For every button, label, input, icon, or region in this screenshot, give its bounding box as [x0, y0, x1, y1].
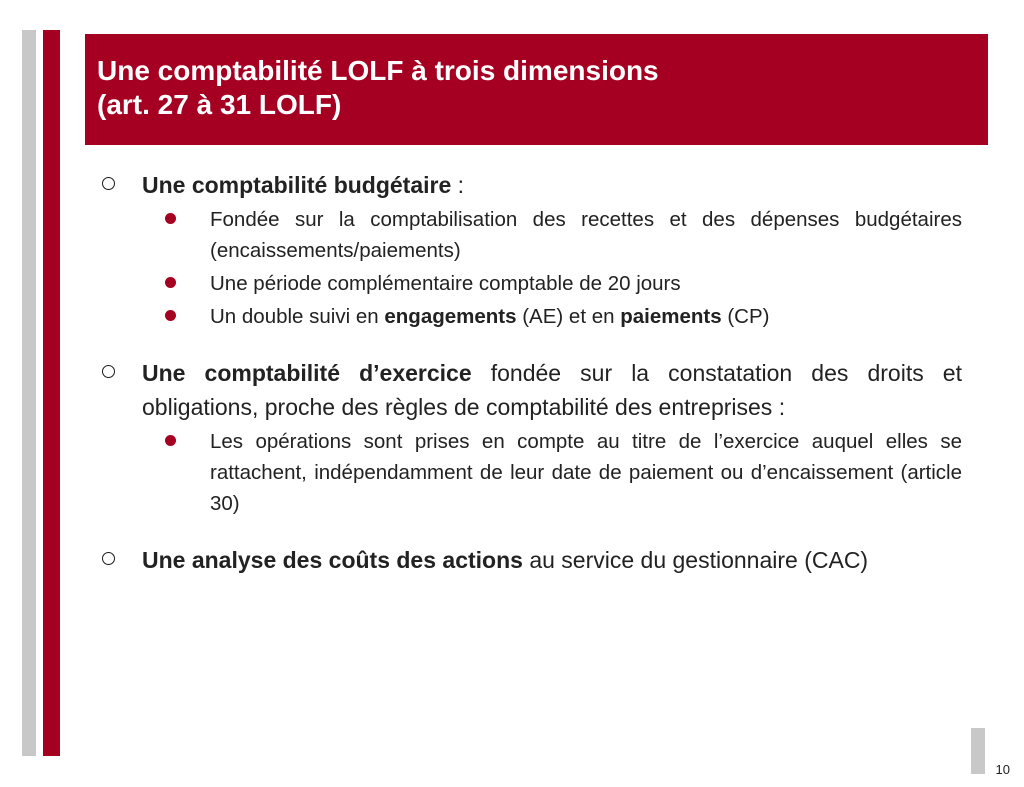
list-item — [96, 204, 962, 266]
section-text: au service du gestionnaire (CAC) — [522, 547, 869, 573]
left-grey-bar — [22, 30, 36, 756]
list-item-text: (CP) — [721, 305, 770, 328]
dot-bullet-icon — [165, 277, 176, 288]
section-text: : — [451, 172, 465, 198]
dot-bullet-icon — [165, 435, 176, 446]
list-item-text: (AE) et en — [516, 305, 621, 328]
list-item — [96, 426, 962, 519]
list-item — [96, 268, 962, 299]
list-item-text: Fondée sur la comptabilisation des recettes et des dépenses budgétaires (encaissements/paiements) — [210, 208, 962, 262]
list-item-bold: engagements — [384, 305, 517, 328]
section-budgetaire — [96, 168, 962, 202]
list-item — [96, 301, 962, 332]
slide-subtitle: (art. 27 à 31 LOLF) — [97, 89, 342, 120]
section-heading: Une comptabilité d’exercice — [142, 360, 472, 386]
dot-bullet-icon — [165, 310, 176, 321]
section-heading: Une comptabilité budgétaire — [142, 172, 452, 198]
list-item-text: Une période complémentaire comptable de 20 jours — [210, 272, 681, 295]
section-exercice — [96, 356, 962, 424]
section-heading: Une analyse des coûts des actions — [142, 547, 523, 573]
title-banner — [85, 34, 988, 145]
section-text: fondée sur la constatation des droits et obligations, proche des règles de comptabilité des entreprises : — [142, 360, 962, 420]
list-item-text: Un double suivi en — [210, 305, 385, 328]
list-item-text: Les opérations sont prises en compte au titre de l’exercice auquel elles se rattachent, indépendamment de leur date de paiement ou d’encaissement (article 30) — [210, 430, 962, 515]
slide-title: Une comptabilité LOLF à trois dimensions — [97, 55, 659, 86]
dot-bullet-icon — [165, 213, 176, 224]
ring-bullet-icon — [102, 552, 115, 565]
ring-bullet-icon — [102, 177, 115, 190]
slide-body — [96, 168, 962, 577]
page-number: 10 — [995, 762, 1010, 777]
list-item-bold: paiements — [620, 305, 722, 328]
corner-grey-bar — [971, 728, 985, 774]
section-couts — [96, 543, 962, 577]
ring-bullet-icon — [102, 365, 115, 378]
left-red-bar — [43, 30, 60, 756]
